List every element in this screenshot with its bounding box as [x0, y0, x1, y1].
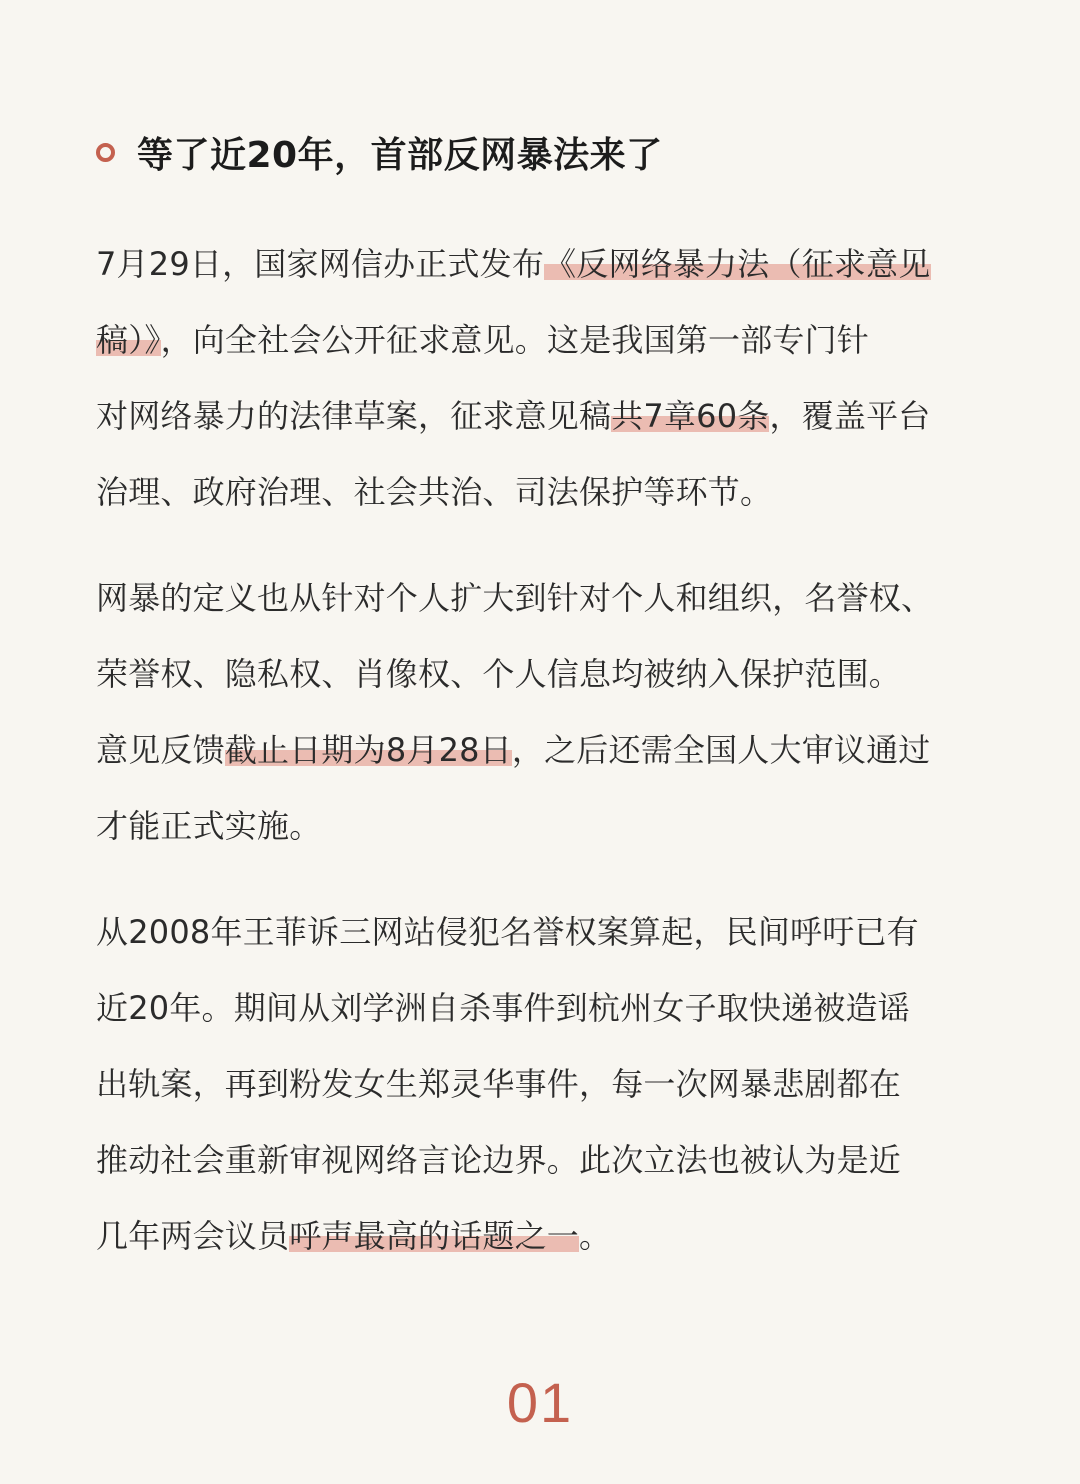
paragraph-3-line-4: 推动社会重新审视网络言论边界。此次立法也被认为是近: [96, 1141, 902, 1179]
paragraph-2-line-1: 网暴的定义也从针对个人扩大到针对个人和组织，名誉权、: [96, 579, 934, 617]
paragraph-1-line-3: 对网络暴力的法律草案，征求意见稿共7章60条，覆盖平台: [96, 397, 931, 435]
paragraph-3-line-3: 出轨案，再到粉发女生郑灵华事件，每一次网暴悲剧都在: [96, 1065, 902, 1103]
highlight-chapters: 共7章60条: [611, 397, 770, 435]
paragraph-2-line-4: 才能正式实施。: [96, 807, 322, 845]
paragraph-3-line-2: 近20年。期间从刘学洲自杀事件到杭州女子取快递被造谣: [96, 989, 910, 1027]
heading-title: 等了近20年，首部反网暴法来了: [137, 134, 663, 176]
highlight-law-title: 《反网络暴力法（征求意见: [544, 245, 931, 283]
section-heading: [96, 124, 663, 180]
paragraph-2-line-3: 意见反馈截止日期为8月28日，之后还需全国人大审议通过: [96, 731, 931, 769]
paragraph-1-line-1: 7月29日，国家网信办正式发布《反网络暴力法（征求意见: [96, 245, 931, 283]
highlight-deadline: 截止日期为8月28日: [224, 731, 512, 769]
paragraph-1-line-2: 稿）》，向全社会公开征求意见。这是我国第一部专门针: [96, 321, 870, 359]
highlight-law-title-end: 稿）》: [96, 321, 161, 359]
bullet-ring-icon: [96, 143, 115, 162]
paragraph-1-line-4: 治理、政府治理、社会共治、司法保护等环节。: [96, 473, 773, 511]
paragraph-3-line-1: 从2008年王菲诉三网站侵犯名誉权案算起，民间呼吁已有: [96, 913, 919, 951]
highlight-top-topic: 呼声最高的话题之一: [289, 1217, 580, 1255]
paragraph-3-line-5: 几年两会议员呼声最高的话题之一。: [96, 1217, 612, 1255]
paragraph-2-line-2: 荣誉权、隐私权、肖像权、个人信息均被纳入保护范围。: [96, 655, 902, 693]
page-number: 01: [506, 1371, 574, 1434]
